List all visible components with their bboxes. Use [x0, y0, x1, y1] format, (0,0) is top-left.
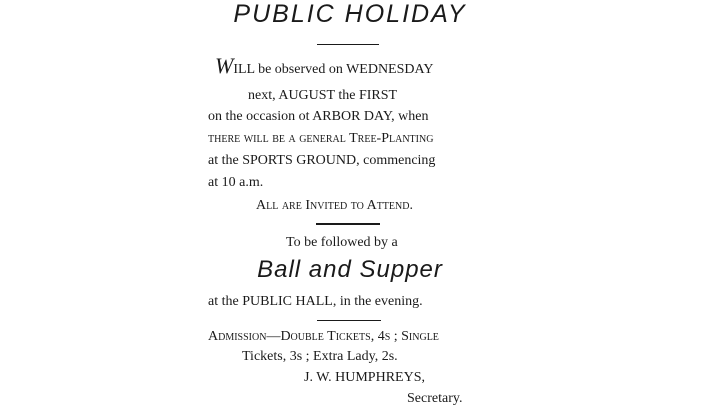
announcement-line-2: next, AUGUST the FIRST: [248, 88, 398, 103]
signature-name: J. W. HUMPHREYS,: [304, 370, 425, 385]
admission-line-2: Tickets, 3s ; Extra Lady, 2s.: [242, 349, 398, 364]
announcement-line-5: at the SPORTS GROUND, commencing: [208, 153, 436, 168]
venue-divider: [317, 320, 381, 321]
announcement-line-6: at 10 a.m.: [208, 175, 264, 190]
followup-line: To be followed by a: [286, 235, 398, 250]
announcement-line-1-text: ILL be observed on WEDNESDAY: [233, 62, 434, 77]
event-title: Ball and Supper: [257, 256, 443, 283]
announcement-line-3: on the occasion ot ARBOR DAY, when: [208, 109, 429, 124]
announcement-line-1: [215, 55, 433, 77]
notice-title: PUBLIC HOLIDAY: [233, 0, 467, 28]
announcement-line-4-text: there will be a general Tree-Planting: [208, 131, 434, 146]
announcement-line-4: [208, 132, 433, 146]
venue-line: at the PUBLIC HALL, in the evening.: [208, 294, 423, 309]
drop-initial: W: [215, 53, 234, 78]
invitation-line: All are Invited to Attend.: [256, 198, 413, 213]
signature-title: Secretary.: [407, 391, 463, 406]
title-divider: [317, 44, 379, 45]
admission-line-1: Admission—Double Tickets, 4s ; Single: [208, 329, 439, 344]
public-holiday-notice: [200, 0, 500, 410]
section-divider: [316, 223, 380, 225]
